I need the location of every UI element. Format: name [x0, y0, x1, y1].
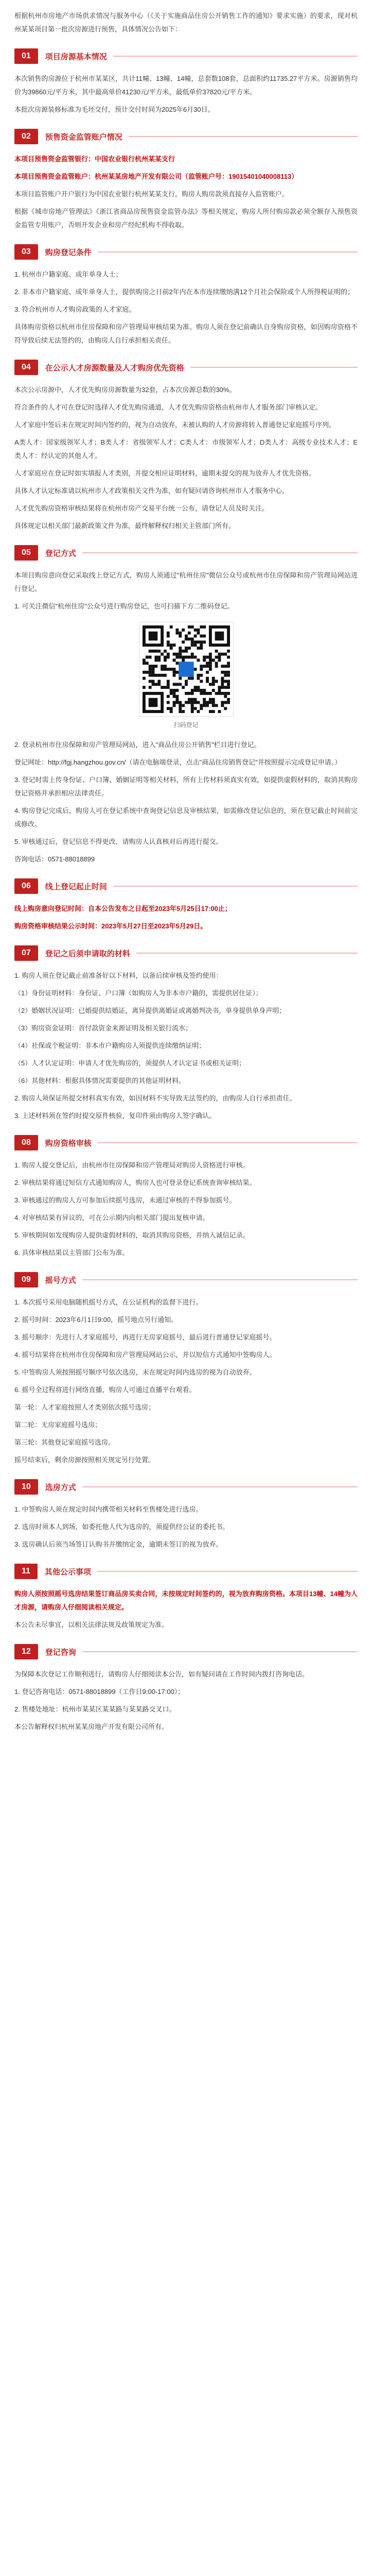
section-number-badge: 11 [14, 1564, 38, 1579]
section-paragraph: 4. 购房登记完成后，购房人可在登记系统中查询登记信息及审核结果，如需修改登记信息的，须在登记截止时间前完成修改。 [14, 807, 358, 828]
section-rule [113, 886, 358, 887]
section-rule [82, 1279, 358, 1280]
section-paragraph: 摇号结束后，剩余房源按照相关规定另行处置。 [14, 1456, 155, 1464]
section-header-10 [14, 1478, 358, 1496]
section-paragraph: 3. 登记时需上传身份证、户口簿、婚姻证明等相关材料，所有上传材料须真实有效，如提供虚假材料的，取消其购房登记资格并承担相应法律责任。 [14, 776, 358, 797]
section-paragraph: 1. 本次摇号采用电脑随机摇号方式，在公证机构的监督下进行。 [14, 1298, 203, 1306]
section-number-badge: 02 [14, 129, 38, 144]
section-paragraph: 具体购房资格以杭州市住房保障和房产管理局审核结果为准。购房人须在登记前确认自身购房资格，如因购房资格不符导致后续无法签约的，由购房人自行承担相关责任。 [14, 323, 358, 344]
section-paragraph: A类人才：国家级领军人才；B类人才：省级领军人才；C类人才：市级领军人才；D类人才：高级专业技术人才；E类人才：经认定的其他人才。 [14, 438, 358, 460]
section-title: 购房登记条件 [45, 248, 92, 257]
section-rule [113, 56, 358, 57]
section-paragraph: 人才优先购房资格审核结果将在杭州市房产交易平台统一公布，请登记人员及时关注。 [14, 504, 269, 512]
section-header-02 [14, 128, 358, 145]
section-paragraph: 人才家庭中签后未在规定时间内签约的，视为自动放弃，未被认购的人才房源将转入普通登记家庭摇号序列。 [14, 421, 336, 429]
section-paragraph: 本项目购房意向登记采取线上登记方式，购房人须通过"杭州住房"微信公众号或杭州市住房保障和房产管理局网站进行登记。 [14, 571, 358, 592]
section-rule [82, 552, 358, 553]
section-rule [82, 1486, 358, 1487]
section-paragraph: 5. 审核通过后，登记信息不得更改，请购房人认真核对后再进行提交。 [14, 838, 223, 845]
section-number-badge: 05 [14, 545, 38, 561]
section-paragraph: 2. 摇号时间：2023年6月1日9:00，摇号地点另行通知。 [14, 1316, 178, 1324]
section-paragraph: 2. 选房时须本人到场，如委托他人代为选房的，须提供经公证的委托书。 [14, 1523, 229, 1531]
section-title: 其他公示事项 [44, 1567, 91, 1577]
section-title: 登记之后须申请取的材料 [45, 949, 130, 958]
section-number-badge: 12 [14, 1644, 38, 1659]
section-number-badge: 08 [14, 1135, 38, 1150]
section-header-11 [14, 1563, 358, 1580]
section-paragraph: 6. 具体审核结果以主管部门公布为准。 [14, 1249, 129, 1257]
section-paragraph: 具体规定以相关部门最新政策文件为准，最终解释权归相关主管部门所有。 [14, 522, 236, 530]
section-paragraph: 3. 摇号顺序：先进行人才家庭摇号，再进行无房家庭摇号，最后进行普通登记家庭摇号。 [14, 1333, 276, 1341]
section-header-09 [14, 1271, 358, 1289]
section-number-badge: 10 [14, 1479, 38, 1495]
section-paragraph: 3. 符合杭州市人才购房政策的人才家庭。 [14, 306, 136, 313]
section-paragraph: 1. 购房人须在登记截止前准备好以下材料，以备后续审核及签约使用： [14, 972, 223, 979]
section-paragraph: （4）社保或个税证明：非本市户籍购房人须提供连续缴纳证明； [14, 1042, 206, 1049]
section-number-badge: 09 [14, 1272, 38, 1287]
section-paragraph: 购房资格审核结果公示时间：2023年5月27日至2023年5月29日。 [14, 922, 207, 930]
section-title: 购房资格审核 [45, 1139, 92, 1148]
section-paragraph: 1. 可关注微信"杭州住房"公众号进行购房登记，也可扫描下方二维码登记。 [14, 602, 234, 610]
section-paragraph: 第一轮：人才家庭按照人才类别依次摇号选房； [14, 1403, 155, 1411]
section-paragraph: 2. 登录杭州市住房保障和房产管理局网站，进入"商品住房公开销售"栏目进行登记。 [14, 741, 261, 749]
section-header-05 [14, 544, 358, 562]
section-paragraph: 4. 摇号结果将在杭州市住房保障和房产管理局网站公示，并以短信方式通知中签购房人。 [14, 1351, 276, 1359]
section-rule [98, 251, 358, 252]
section-paragraph: （3）购房资金证明：首付款资金来源证明及相关银行流水； [14, 1024, 192, 1032]
section-paragraph: 本次公示房源中，人才优先购房房源数量为32套，占本次房源总数的30%。 [14, 386, 236, 394]
section-paragraph: 1. 杭州市户籍家庭、成年单身人士； [14, 270, 122, 278]
section-title: 在公示人才房源数量及人才购房优先资格 [45, 363, 184, 372]
section-paragraph: 1. 登记咨询电话：0571-88018899（工作日9:00-17:00）； [14, 1688, 185, 1696]
section-paragraph: 咨询电话：0571-88018899 [14, 855, 95, 863]
section-header-04 [14, 359, 358, 376]
section-title: 项目房源基本情况 [45, 52, 107, 61]
section-paragraph: 本项目监管账户开户银行为中国农业银行杭州某某支行，购房人购房款须直接存入监管账户。 [14, 190, 289, 198]
section-title: 摇号方式 [45, 1276, 76, 1285]
qr-code-block [14, 622, 358, 729]
section-number-badge: 07 [14, 945, 38, 961]
section-paragraph: 人才家庭应在登记时如实填报人才类别，并提交相应证明材料，逾期未提交的视为放弃人才优先资格。 [14, 469, 316, 477]
section-header-06 [14, 877, 358, 895]
section-rule [129, 136, 358, 137]
section-number-badge: 03 [14, 244, 38, 260]
section-paragraph: 5. 审核期间如发现购房人提供虚假材料的，取消其购房资格，并纳入诚信记录。 [14, 1231, 250, 1239]
sections-container [14, 47, 358, 1734]
section-paragraph: 登记网址：http://fgj.hangzhou.gov.cn/（请在电脑端登录，点击"商品住房销售登记"并按照提示完成登记申请。） [14, 758, 342, 766]
intro-paragraph: 根据杭州市房地产市场供求情况与服务中心（《关于实施商品住房公开销售工作的通知》要求实施）的要求，现对杭州某某项目第一批次房源进行预售，具体情况公告如下： [14, 12, 358, 33]
section-header-03 [14, 243, 358, 261]
qr-caption: 扫码登记 [173, 721, 199, 728]
section-paragraph: 2. 售楼处地址：杭州市某某区某某路与某某路交叉口。 [14, 1705, 176, 1713]
section-paragraph: 第三轮：其他登记家庭摇号选房。 [14, 1438, 115, 1446]
qr-code-image[interactable] [139, 622, 233, 716]
qr-code-icon [143, 625, 230, 713]
section-paragraph: 符合条件的人才可在登记时选择人才优先购房通道，人才优先购房资格由杭州市人才服务部门审核认定。 [14, 403, 323, 411]
section-header-01 [14, 47, 358, 65]
section-paragraph: 2. 购房人须保证所提交材料真实有效，如因材料不实导致无法签约的，由购房人自行承担责任。 [14, 1094, 296, 1102]
section-paragraph: 具体人才认定标准请以杭州市人才政策相关文件为准，如有疑问请咨询杭州市人才服务中心。 [14, 487, 289, 495]
section-paragraph: 本项目预售资金监管账户：杭州某某房地产开发有限公司（监管账户号：19015401040008113） [14, 173, 298, 180]
section-paragraph: 3. 上述材料须在签约时提交原件核验，复印件须由购房人签字确认。 [14, 1112, 216, 1120]
section-paragraph: 1. 购房人提交登记后，由杭州市住房保障和房产管理局对购房人资格进行审核。 [14, 1161, 250, 1169]
section-rule [97, 1571, 358, 1572]
section-paragraph: 3. 选房确认后须当场签订认购书并缴纳定金，逾期未签订的视为放弃。 [14, 1540, 223, 1548]
section-rule [98, 1142, 358, 1143]
section-paragraph: （1）身份证明材料：身份证、户口簿（如购房人为非本市户籍的，需提供居住证）； [14, 989, 262, 997]
section-paragraph: 本公告解释权归杭州某某房地产开发有限公司所有。 [14, 1723, 169, 1731]
section-title: 线上登记起止时间 [45, 882, 107, 891]
section-paragraph: （2）婚姻状况证明：已婚提供结婚证，离异提供离婚证或离婚判决书，单身提供单身声明； [14, 1007, 286, 1014]
section-paragraph: （6）其他材料：根据具体情况需要提供的其他证明材料。 [14, 1077, 186, 1084]
section-paragraph: 3. 审核通过的购房人方可参加后续摇号选房，未通过审核的不得参加摇号。 [14, 1196, 236, 1204]
section-paragraph: 本次销售的房源位于杭州市某某区，共计11幢、13幢、14幢，总套数108套，总面积约11735.27平方米。房源销售均价为39860元/平方米，其中最高单价41230元/平方米，最低单价37820元/平方米。 [14, 75, 358, 96]
section-number-badge: 04 [14, 360, 38, 375]
section-paragraph: 1. 中签购房人须在规定时间内携带相关材料至售楼处进行选房。 [14, 1505, 203, 1513]
section-number-badge: 01 [14, 48, 38, 64]
section-paragraph: 5. 中签购房人须按照摇号顺序号依次选房，未在规定时间内选房的视为自动放弃。 [14, 1368, 256, 1376]
section-paragraph: 4. 对审核结果有异议的，可在公示期内向相关部门提出复核申请。 [14, 1214, 209, 1222]
section-paragraph: 本公告未尽事宜，以相关法律法规及政策规定为准。 [14, 1621, 169, 1629]
section-paragraph: 2. 审核结果将通过短信方式通知购房人，购房人也可登录登记系统查询审核结果。 [14, 1179, 256, 1187]
section-header-12 [14, 1643, 358, 1660]
section-paragraph: （5）人才认定证明：申请人才优先购房的，须提供人才认定证书或相关证明； [14, 1059, 246, 1067]
section-rule [190, 367, 358, 368]
section-header-08 [14, 1134, 358, 1151]
section-paragraph: 本批次房源装修标准为毛坯交付，预计交付时间为2025年6月30日。 [14, 106, 215, 113]
section-paragraph: 2. 非本市户籍家庭、成年单身人士，提供购房之日前2年内在本市连续缴纳满12个月社会保险或个人所得税证明的； [14, 288, 355, 296]
section-rule [136, 953, 358, 954]
section-paragraph: 为保障本次登记工作顺利进行，请购房人仔细阅读本公告，如有疑问请在工作时间内拨打咨询电话。 [14, 1670, 309, 1678]
section-paragraph: 第二轮：无房家庭摇号选房； [14, 1421, 102, 1429]
section-paragraph: 线上购房意向登记时间：自本公告发布之日起至2023年5月25日17:00止； [14, 905, 232, 912]
section-number-badge: 06 [14, 878, 38, 894]
section-title: 登记咨询 [45, 1648, 76, 1657]
section-paragraph: 本项目预售资金监管银行：中国农业银行杭州某某支行 [14, 155, 175, 163]
section-title: 登记方式 [45, 549, 76, 558]
section-title: 预售资金监管账户情况 [45, 132, 122, 142]
section-header-07 [14, 944, 358, 962]
section-rule [82, 1651, 358, 1652]
section-paragraph: 根据《城市房地产管理法》《浙江省商品房预售资金监管办法》等相关规定，购房人所付购房款必须全额存入预售资金监管专用账户，否则开发企业和房产经纪机构不得收取。 [14, 208, 358, 229]
section-paragraph: 购房人须按照摇号选房结果签订商品房买卖合同，未按规定时间签约的，视为放弃购房资格。本项目13幢、14幢为人才房源，请购房人仔细阅读相关规定。 [14, 1590, 358, 1611]
section-paragraph: 6. 摇号全过程将进行网络直播，购房人可通过直播平台观看。 [14, 1386, 196, 1394]
section-title: 选房方式 [45, 1483, 76, 1492]
